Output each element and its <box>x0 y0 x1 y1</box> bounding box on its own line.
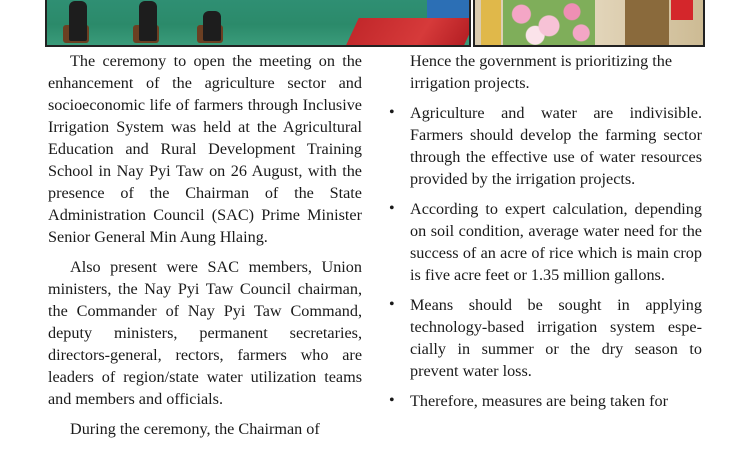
bullet-icon: • <box>389 200 395 217</box>
list-item <box>386 390 702 412</box>
flag <box>671 0 693 20</box>
photo-strip <box>45 0 705 47</box>
gold-panel <box>481 0 501 47</box>
list-item-text: Means should be sought in applying technology-based irrigation system especially in summer or the dry season to prevent water loss. <box>410 296 702 380</box>
bullet-icon: • <box>389 296 395 313</box>
bullet-list <box>386 102 702 412</box>
right-column <box>386 50 702 420</box>
left-column <box>48 50 362 448</box>
red-carpet <box>345 18 471 47</box>
floral-podium-photo <box>473 0 705 47</box>
paragraph: During the ceremony, the Chairman of <box>70 420 320 438</box>
ceremony-hall-photo <box>45 0 471 47</box>
list-item <box>386 294 702 382</box>
list-item-text: According to expert calculation, depending on soil condition, average water need for the success of an acre of rice which is main crop is five acre feet or 1.35 million gallons. <box>410 200 702 284</box>
attendee-figure <box>139 1 157 41</box>
bullet-icon: • <box>389 392 395 409</box>
paragraph: Also present were SAC members, Union ministers, the Nay Pyi Taw Council chairman, the Commander of Nay Pyi Taw Command, deputy ministers, permanent secretaries, directors-general, rectors, farmers who are leaders of region/state water utilization teams and members and officials. <box>48 258 362 408</box>
list-item-text: Agriculture and water are indivisible. Farmers should develop the farming sector through the effective use of water resources provided by the irrigation projects. <box>410 104 702 188</box>
paragraph: The ceremony to open the meeting on the enhancement of the agriculture sector and socioeconomic life of farmers through Inclusive Irrigation System was held at the Agricultural Education and Rural Development Training School in Nay Pyi Taw on 26 August, with the presence of the Chairman of the State Administration Council (SAC) Prime Minister Senior General Min Aung Hlaing. <box>48 52 362 246</box>
list-item <box>386 198 702 286</box>
bullet-icon: • <box>389 104 395 121</box>
list-item-text: Therefore, measures are being taken for <box>410 392 668 410</box>
attendee-figure <box>203 11 221 41</box>
flower-arrangement <box>503 0 595 47</box>
continued-text: Hence the government is prioritizing the irrigation projects. <box>410 52 673 92</box>
attendee-figure <box>69 1 87 41</box>
podium <box>625 0 669 47</box>
list-item <box>386 102 702 190</box>
